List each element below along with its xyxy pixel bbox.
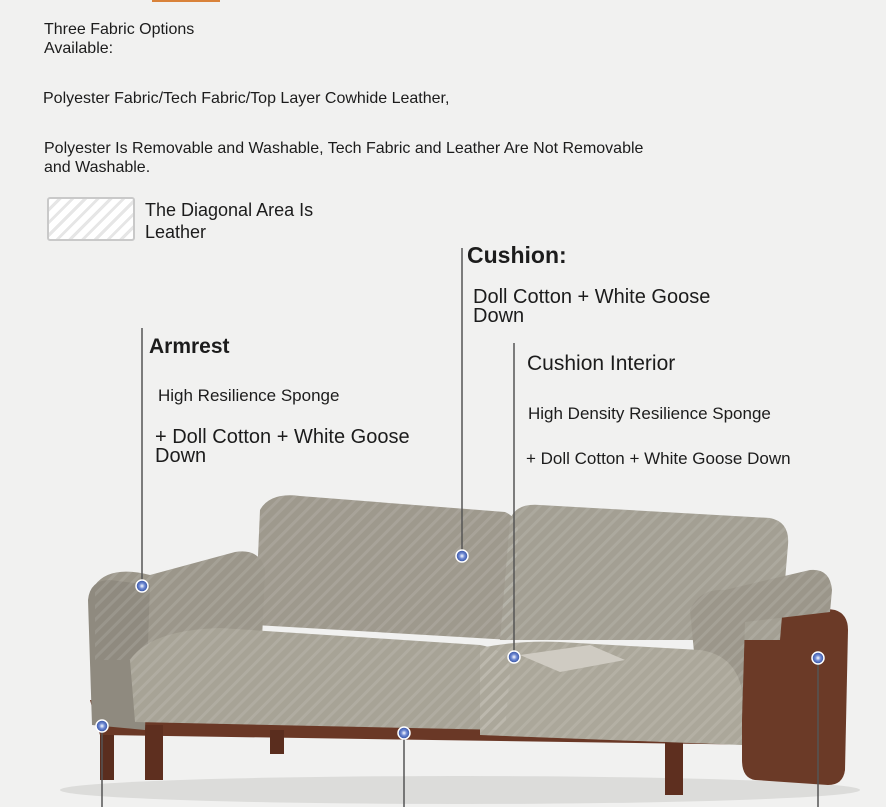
leather-diagonal-swatch [47, 197, 135, 241]
cushion-interior-marker [508, 651, 520, 663]
fabric-list: Polyester Fabric/Tech Fabric/Top Layer Cowhide Leather, [43, 90, 450, 107]
cushion-line1: Doll Cotton + White Goose Down [473, 286, 711, 327]
side-panel-marker [812, 652, 824, 664]
cushion-marker [456, 550, 468, 562]
washable-note: Polyester Is Removable and Washable, Tech Fabric and Leather Are Not Removable and Washable. [44, 140, 644, 176]
back-leg [270, 730, 284, 754]
front-left-leg [145, 725, 163, 780]
cushion-title: Cushion: [467, 242, 567, 268]
cushion-interior-line1: High Density Resilience Sponge [528, 404, 771, 423]
armrest-marker [136, 580, 148, 592]
front-right-leg [665, 740, 683, 795]
armrest-line2: + Doll Cotton + White Goose Down [155, 426, 410, 467]
base-marker [96, 720, 108, 732]
cushion-interior-title: Cushion Interior [527, 352, 676, 375]
armrest-line1: High Resilience Sponge [158, 386, 340, 405]
frame-marker [398, 727, 410, 739]
cushion-interior-line2: + Doll Cotton + White Goose Down [526, 449, 791, 468]
fabric-options-title: Three Fabric Options Available: [44, 21, 195, 57]
armrest-title: Armrest [149, 335, 230, 358]
floor-shadow [60, 776, 860, 804]
legend-label: The Diagonal Area Is Leather [145, 200, 314, 242]
